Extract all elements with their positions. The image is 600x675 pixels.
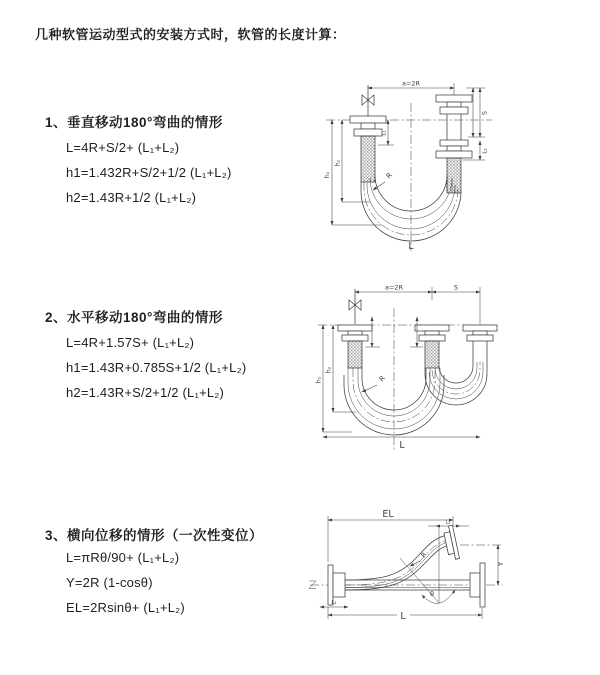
valve-icon bbox=[362, 85, 374, 116]
diagram-horizontal-180-bend bbox=[310, 280, 600, 465]
h2-label: h₂ bbox=[334, 159, 342, 167]
el-label: EL bbox=[382, 509, 394, 520]
dim-a2r bbox=[368, 80, 454, 96]
page-title: 几种软管运动型式的安装方式时，软管的长度计算： bbox=[35, 27, 346, 42]
theta-label: θ bbox=[430, 590, 434, 598]
l1-label: L₁ bbox=[331, 600, 337, 606]
length-label: L bbox=[400, 611, 406, 622]
section-2-heading: 2、水平移动180°弯曲的情形 bbox=[45, 310, 223, 325]
length-label: L bbox=[399, 440, 405, 451]
h1-label: h₁ bbox=[324, 171, 331, 179]
h2-label: h₂ bbox=[325, 366, 333, 374]
section-1-formula-l: L=4R+S/2+ (L₁+L₂) bbox=[66, 140, 180, 155]
dim-a2r-label: a=2R bbox=[401, 79, 421, 88]
section-3-formula-el: EL=2Rsinθ+ (L₁+L₂) bbox=[66, 600, 185, 615]
dim-radius bbox=[410, 550, 429, 566]
section-3-formula-l: L=πRθ/90+ (L₁+L₂) bbox=[66, 550, 180, 565]
s-label: S bbox=[480, 110, 489, 116]
radius-label: R bbox=[419, 550, 429, 560]
left-pipe-assembly bbox=[350, 116, 386, 182]
radius-label: R bbox=[384, 171, 394, 181]
dim-s-label: S bbox=[453, 283, 459, 292]
hose-u-bend-moved bbox=[425, 362, 487, 405]
radius-label: R bbox=[377, 374, 387, 384]
l1-label: L₁ bbox=[381, 130, 388, 136]
left-pipe-assembly bbox=[338, 325, 372, 368]
diagram-vertical-180-bend bbox=[310, 75, 600, 260]
h1-label: h₁ bbox=[315, 376, 323, 384]
dim-a2r bbox=[355, 284, 480, 325]
dim-radius bbox=[373, 171, 394, 190]
dim-a2r-label: a=2R bbox=[384, 283, 404, 292]
dim-radius bbox=[362, 374, 387, 392]
section-1-formula-h2: h2=1.43R+1/2 (L₁+L₂) bbox=[66, 190, 197, 205]
right-flange bbox=[470, 563, 485, 607]
dim-length bbox=[323, 437, 480, 451]
section-1-formula-h1: h1=1.432R+S/2+1/2 (L₁+L₂) bbox=[66, 165, 232, 180]
section-2-formula-h2: h2=1.43R+S/2+1/2 (L₁+L₂) bbox=[66, 385, 225, 400]
l2-label: L₂ bbox=[445, 519, 451, 526]
middle-pipe-assembly bbox=[415, 325, 449, 368]
section-2-formula-h1: h1=1.43R+0.785S+1/2 (L₁+L₂) bbox=[66, 360, 247, 375]
right-pipe-assembly bbox=[436, 95, 472, 193]
right-pipe-assembly-moved bbox=[463, 325, 497, 362]
valve-icon bbox=[349, 289, 361, 324]
y-label: Y bbox=[497, 561, 505, 567]
l2-label: L₂ bbox=[482, 148, 489, 154]
section-2-formula-l: L=4R+1.57S+ (L₁+L₂) bbox=[66, 335, 195, 350]
dim-length bbox=[328, 607, 482, 622]
diagram-lateral-displacement bbox=[300, 498, 600, 653]
dim-l2 bbox=[428, 520, 470, 527]
section-1-heading: 1、垂直移动180°弯曲的情形 bbox=[45, 115, 223, 130]
hose-s-curve bbox=[345, 535, 449, 590]
section-3-heading: 3、横向位移的情形（一次性变位） bbox=[45, 528, 264, 543]
length-label: L bbox=[408, 241, 414, 252]
left-flange bbox=[328, 565, 345, 605]
dim-l1 bbox=[320, 600, 348, 607]
section-3-formula-y: Y=2R (1-cosθ) bbox=[66, 575, 153, 590]
